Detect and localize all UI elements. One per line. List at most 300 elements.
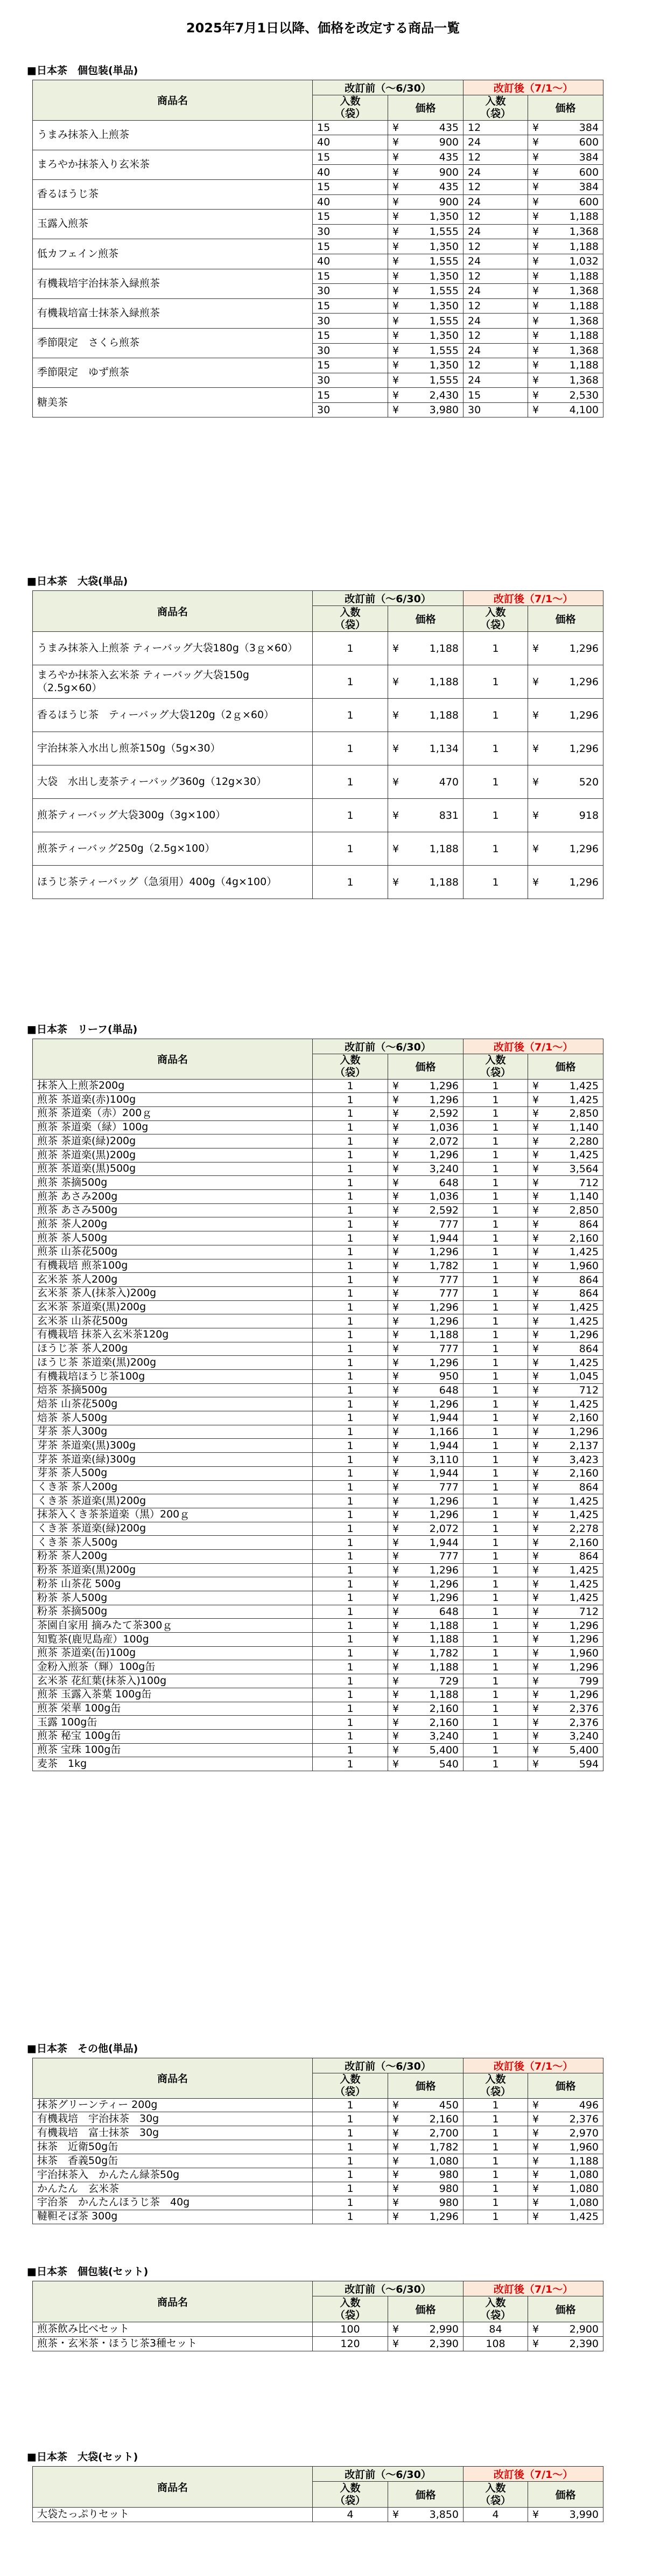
price-before-value <box>392 2155 459 2167</box>
qty-before: 1 <box>313 1688 388 1702</box>
price-before-value <box>392 1398 459 1410</box>
table-row <box>33 2210 603 2224</box>
product-name: 大袋 水出し麦茶ティーバッグ360g（12g×30） <box>33 765 313 799</box>
table-row <box>33 2182 603 2196</box>
price-before-value <box>392 1440 459 1452</box>
price-number: 1,425 <box>569 1246 599 1258</box>
price-after <box>528 732 603 765</box>
yen-sign: ¥ <box>392 1205 399 1217</box>
price-before-value <box>392 1357 459 1369</box>
table-row <box>33 120 603 135</box>
price-before <box>388 2168 464 2182</box>
table-row <box>33 1494 603 1508</box>
price-before-value <box>392 2141 459 2153</box>
price-number: 900 <box>439 196 459 208</box>
price-number: 799 <box>579 1675 599 1687</box>
yen-sign: ¥ <box>532 1689 539 1701</box>
qty-before: 1 <box>313 1466 388 1480</box>
price-number: 2,700 <box>429 2127 459 2139</box>
price-number: 1,368 <box>569 285 599 297</box>
price-before <box>388 2210 464 2224</box>
section-title: ■日本茶 大袋(単品) <box>27 575 128 587</box>
qty-before: 1 <box>313 1646 388 1660</box>
product-name: 粉茶 茶道楽(黒)200g <box>33 1563 313 1577</box>
qty-header: 入数 （袋） <box>464 2073 528 2099</box>
price-after <box>528 150 603 165</box>
yen-sign: ¥ <box>532 2155 539 2167</box>
after-header: 改訂後（7/1～） <box>464 1039 603 1054</box>
yen-sign: ¥ <box>532 2127 539 2139</box>
yen-sign: ¥ <box>532 1647 539 1660</box>
price-number: 1,425 <box>569 2211 599 2223</box>
price-after <box>528 632 603 665</box>
table-row <box>33 1646 603 1660</box>
table-row <box>33 2154 603 2168</box>
table-row <box>33 1342 603 1356</box>
price-after-value <box>532 1233 599 1244</box>
yen-sign: ¥ <box>392 2169 399 2181</box>
yen-sign: ¥ <box>532 1094 539 1106</box>
table-row <box>33 1633 603 1647</box>
price-number: 1,032 <box>569 255 599 268</box>
price-number: 1,350 <box>429 270 459 282</box>
price-number: 1,188 <box>429 876 459 888</box>
yen-sign: ¥ <box>532 121 539 134</box>
table-row <box>33 765 603 799</box>
price-number: 435 <box>439 151 459 164</box>
price-before-value <box>392 1122 459 1133</box>
qty-before: 1 <box>313 1605 388 1619</box>
qty-before: 1 <box>313 2182 388 2196</box>
price-before-value <box>392 330 459 342</box>
yen-sign: ¥ <box>392 136 399 149</box>
price-after-value <box>532 1094 599 1106</box>
price-before <box>388 1300 464 1314</box>
qty-before: 1 <box>313 1190 388 1204</box>
table-row <box>33 1425 603 1439</box>
table-row <box>33 1453 603 1467</box>
price-before <box>388 1660 464 1674</box>
price-before-value <box>392 1384 459 1396</box>
yen-sign: ¥ <box>532 2323 539 2335</box>
price-after-value <box>532 1509 599 1521</box>
yen-sign: ¥ <box>532 1246 539 1258</box>
yen-sign: ¥ <box>392 315 399 327</box>
price-number: 3,240 <box>429 1730 459 1743</box>
price-number: 1,944 <box>429 1232 459 1244</box>
yen-sign: ¥ <box>532 1550 539 1563</box>
price-before-value <box>392 1177 459 1189</box>
yen-sign: ¥ <box>392 196 399 208</box>
price-number: 1,296 <box>569 1619 599 1632</box>
qty-after: 1 <box>464 1314 528 1328</box>
price-before-value <box>392 1163 459 1175</box>
price-number: 2,160 <box>569 1536 599 1549</box>
price-after <box>528 1356 603 1370</box>
product-name: 香るほうじ茶 <box>33 179 313 209</box>
price-after-value <box>532 1578 599 1590</box>
price-number: 1,960 <box>569 1647 599 1660</box>
qty-after: 1 <box>464 1370 528 1384</box>
price-table <box>32 1039 603 1771</box>
price-number: 540 <box>439 1758 459 1770</box>
yen-sign: ¥ <box>392 1356 399 1369</box>
price-number: 1,188 <box>429 642 459 655</box>
price-number: 1,555 <box>429 374 459 386</box>
product-name: 玄米茶 茶道楽(黒)200g <box>33 1300 313 1314</box>
yen-sign: ¥ <box>392 359 399 372</box>
product-name: うまみ抹茶入上煎茶 <box>33 120 313 150</box>
table-row <box>33 1591 603 1605</box>
qty-after: 1 <box>464 732 528 765</box>
price-before <box>388 1342 464 1356</box>
yen-sign: ¥ <box>532 1744 539 1756</box>
table-row <box>33 1508 603 1522</box>
product-name: 茶園自家用 摘みたて茶300ｇ <box>33 1619 313 1633</box>
price-after <box>528 1466 603 1480</box>
qty-after: 1 <box>464 1397 528 1411</box>
price-before <box>388 402 464 417</box>
section-title: ■日本茶 リーフ(単品) <box>27 1024 138 1035</box>
price-after-value <box>532 136 599 148</box>
price-before-value <box>392 2211 459 2223</box>
price-number: 1,555 <box>429 315 459 327</box>
price-after <box>528 1314 603 1328</box>
price-number: 2,160 <box>569 1467 599 1480</box>
yen-sign: ¥ <box>392 181 399 193</box>
qty-before: 1 <box>313 1273 388 1287</box>
price-after <box>528 2154 603 2168</box>
table-row <box>33 1660 603 1674</box>
price-before-value <box>392 404 459 416</box>
price-after <box>528 1522 603 1536</box>
yen-sign: ¥ <box>532 1439 539 1452</box>
product-name: くき茶 茶道楽(黒)200g <box>33 1494 313 1508</box>
yen-sign: ¥ <box>392 1619 399 1632</box>
price-after-value <box>532 643 599 655</box>
price-number: 594 <box>579 1758 599 1770</box>
price-after <box>528 1217 603 1231</box>
price-after <box>528 1120 603 1134</box>
price-number: 2,160 <box>429 1702 459 1715</box>
yen-sign: ¥ <box>532 285 539 297</box>
qty-before: 15 <box>313 269 388 284</box>
qty-header: 入数 （袋） <box>313 2073 388 2099</box>
yen-sign: ¥ <box>392 1633 399 1646</box>
yen-sign: ¥ <box>532 1273 539 1286</box>
price-number: 1,296 <box>429 1398 459 1410</box>
price-after-value <box>532 1758 599 1770</box>
product-name: 香るほうじ茶 ティーバッグ大袋120g（2ｇ×60） <box>33 699 313 732</box>
table-row <box>33 1190 603 1204</box>
qty-after: 1 <box>464 1176 528 1190</box>
price-number: 1,188 <box>429 1661 459 1673</box>
price-number: 1,296 <box>429 1094 459 1106</box>
price-before <box>388 194 464 210</box>
price-header: 価格 <box>388 606 464 632</box>
price-number: 2,850 <box>569 1205 599 1217</box>
price-number: 1,188 <box>569 359 599 372</box>
price-after <box>528 1106 603 1120</box>
price-number: 918 <box>579 809 599 821</box>
price-after <box>528 1342 603 1356</box>
qty-before: 1 <box>313 2140 388 2154</box>
table-row <box>33 1286 603 1300</box>
price-number: 1,188 <box>569 330 599 342</box>
price-after-value <box>532 1329 599 1341</box>
table-row <box>33 2168 603 2182</box>
price-before <box>388 1577 464 1591</box>
price-header: 価格 <box>388 2296 464 2322</box>
table-row <box>33 1314 603 1328</box>
product-name: 煎茶 茶人500g <box>33 1231 313 1245</box>
section-title: ■日本茶 その他(単品) <box>27 2043 138 2055</box>
price-number: 777 <box>439 1481 459 1493</box>
yen-sign: ¥ <box>532 1412 539 1424</box>
price-after <box>528 1411 603 1425</box>
table-row <box>33 1563 603 1577</box>
price-after-value <box>532 166 599 178</box>
price-before-value <box>392 876 459 888</box>
table-row <box>33 1106 603 1120</box>
price-number: 864 <box>579 1343 599 1355</box>
price-number: 1,296 <box>429 1509 459 1521</box>
yen-sign: ¥ <box>532 776 539 788</box>
price-after <box>528 328 603 343</box>
price-before-value <box>392 810 459 821</box>
price-number: 2,900 <box>569 2323 599 2335</box>
after-header: 改訂後（7/1～） <box>464 2058 603 2073</box>
price-before-value <box>392 1717 459 1729</box>
price-after-value <box>532 1301 599 1313</box>
price-after-value <box>532 676 599 688</box>
yen-sign: ¥ <box>532 300 539 312</box>
price-before-value <box>392 1315 459 1327</box>
table-row <box>33 1757 603 1771</box>
price-number: 4,100 <box>569 404 599 416</box>
product-name: 大袋たっぷりセット <box>33 2508 313 2522</box>
yen-sign: ¥ <box>532 1398 539 1410</box>
qty-before: 1 <box>313 1425 388 1439</box>
qty-after: 1 <box>464 1591 528 1605</box>
price-number: 1,080 <box>429 2155 459 2167</box>
product-name: 煎茶ティーバッグ250g（2.5g×100） <box>33 832 313 866</box>
price-before-value <box>392 1233 459 1244</box>
product-header: 商品名 <box>33 2281 313 2322</box>
price-after <box>528 1508 603 1522</box>
product-name: 煎茶ティーバッグ大袋300g（3g×100） <box>33 799 313 832</box>
price-number: 1,188 <box>429 1633 459 1646</box>
price-before <box>388 1480 464 1494</box>
table-row <box>33 832 603 866</box>
price-before <box>388 1148 464 1162</box>
yen-sign: ¥ <box>392 255 399 268</box>
qty-before: 15 <box>313 179 388 194</box>
qty-after: 1 <box>464 1411 528 1425</box>
table-row <box>33 2126 603 2140</box>
price-before <box>388 2508 464 2522</box>
qty-after: 4 <box>464 2508 528 2522</box>
qty-after: 24 <box>464 194 528 210</box>
price-after-value <box>532 1606 599 1618</box>
price-before <box>388 165 464 180</box>
yen-sign: ¥ <box>392 1550 399 1563</box>
price-number: 1,296 <box>429 1592 459 1604</box>
qty-before: 30 <box>313 373 388 388</box>
price-header: 価格 <box>528 1054 603 1080</box>
qty-after: 24 <box>464 165 528 180</box>
price-number: 1,425 <box>569 1578 599 1590</box>
price-number: 864 <box>579 1273 599 1286</box>
price-number: 5,400 <box>429 1744 459 1756</box>
table-row <box>33 1231 603 1245</box>
yen-sign: ¥ <box>532 1384 539 1397</box>
yen-sign: ¥ <box>392 1509 399 1521</box>
price-number: 1,944 <box>429 1467 459 1480</box>
price-before <box>388 1079 464 1093</box>
qty-after: 1 <box>464 1300 528 1314</box>
price-header: 価格 <box>388 95 464 121</box>
price-before-value <box>392 1606 459 1618</box>
product-name: 煎茶 秘宝 100g缶 <box>33 1729 313 1743</box>
price-after-value <box>532 1495 599 1507</box>
product-name: 抹茶 近衛50g缶 <box>33 2140 313 2154</box>
price-after <box>528 1633 603 1647</box>
price-number: 3,564 <box>569 1163 599 1175</box>
price-number: 384 <box>579 151 599 164</box>
price-number: 648 <box>439 1606 459 1618</box>
qty-after: 84 <box>464 2322 528 2337</box>
qty-before: 1 <box>313 1508 388 1522</box>
table-row <box>33 2112 603 2126</box>
yen-sign: ¥ <box>392 809 399 821</box>
header-row <box>33 80 603 95</box>
table-row <box>33 239 603 254</box>
yen-sign: ¥ <box>532 2197 539 2209</box>
before-header: 改訂前（～6/30） <box>313 591 464 606</box>
yen-sign: ¥ <box>532 1287 539 1300</box>
price-before-value <box>392 1592 459 1604</box>
table-row <box>33 1549 603 1563</box>
yen-sign: ¥ <box>532 2141 539 2153</box>
qty-after: 1 <box>464 2182 528 2196</box>
price-before <box>388 1176 464 1190</box>
product-name: 金粉入煎茶（輝）100g缶 <box>33 1660 313 1674</box>
price-after-value <box>532 2155 599 2167</box>
qty-before: 15 <box>313 298 388 314</box>
qty-after: 1 <box>464 632 528 665</box>
qty-after: 1 <box>464 1757 528 1771</box>
yen-sign: ¥ <box>532 315 539 327</box>
price-before <box>388 1245 464 1259</box>
table-row <box>33 1134 603 1148</box>
price-before <box>388 1729 464 1743</box>
price-before-value <box>392 1301 459 1313</box>
qty-after: 12 <box>464 358 528 373</box>
price-number: 1,425 <box>569 1356 599 1369</box>
price-after <box>528 1397 603 1411</box>
qty-before: 1 <box>313 1591 388 1605</box>
price-after <box>528 254 603 269</box>
price-before <box>388 1106 464 1120</box>
price-after-value <box>532 1717 599 1729</box>
table-row <box>33 328 603 343</box>
price-before-value <box>392 1647 459 1659</box>
price-before-value <box>392 2323 459 2335</box>
yen-sign: ¥ <box>532 270 539 282</box>
price-after-value <box>532 1647 599 1659</box>
yen-sign: ¥ <box>532 709 539 721</box>
yen-sign: ¥ <box>392 1689 399 1701</box>
price-number: 1,296 <box>429 1080 459 1092</box>
yen-sign: ¥ <box>392 1246 399 1258</box>
product-name: 煎茶 茶人200g <box>33 1217 313 1231</box>
yen-sign: ¥ <box>532 1108 539 1120</box>
yen-sign: ¥ <box>532 181 539 193</box>
price-before-value <box>392 1108 459 1119</box>
qty-after: 1 <box>464 1549 528 1563</box>
table-row <box>33 2098 603 2112</box>
price-number: 2,376 <box>569 1716 599 1729</box>
qty-before: 1 <box>313 1162 388 1176</box>
price-after-value <box>532 1205 599 1216</box>
table-row <box>33 298 603 314</box>
qty-header: 入数 （袋） <box>313 95 388 121</box>
qty-after: 1 <box>464 699 528 732</box>
price-before <box>388 1605 464 1619</box>
price-number: 1,080 <box>569 2169 599 2181</box>
price-number: 900 <box>439 166 459 178</box>
price-after-value <box>532 1108 599 1119</box>
yen-sign: ¥ <box>392 389 399 401</box>
qty-before: 40 <box>313 254 388 269</box>
yen-sign: ¥ <box>532 1675 539 1687</box>
price-before-value <box>392 2099 459 2111</box>
price-before-value <box>392 709 459 721</box>
price-number: 1,188 <box>569 2155 599 2167</box>
product-name: 粉茶 茶人200g <box>33 1549 313 1563</box>
table-row <box>33 866 603 899</box>
product-name: 煎茶 茶道楽(缶)100g <box>33 1646 313 1660</box>
price-after-value <box>532 404 599 416</box>
price-number: 1,188 <box>429 1619 459 1632</box>
product-name: まろやか抹茶入り玄米茶 <box>33 150 313 179</box>
product-name: 煎茶 山茶花500g <box>33 1245 313 1259</box>
qty-after: 1 <box>464 1245 528 1259</box>
price-before <box>388 1383 464 1397</box>
qty-before: 1 <box>313 2196 388 2210</box>
price-after <box>528 1757 603 1771</box>
price-after-value <box>532 1440 599 1452</box>
table-row <box>33 388 603 403</box>
price-before-value <box>392 300 459 312</box>
product-name: 芽茶 茶道楽(緑)300g <box>33 1453 313 1467</box>
price-before-value <box>392 1287 459 1299</box>
price-number: 2,072 <box>429 1522 459 1535</box>
qty-before: 1 <box>313 665 388 699</box>
price-before-value <box>392 1633 459 1645</box>
yen-sign: ¥ <box>532 1536 539 1549</box>
product-name: 季節限定 さくら煎茶 <box>33 328 313 358</box>
price-after <box>528 388 603 403</box>
price-after-value <box>532 1523 599 1535</box>
yen-sign: ¥ <box>392 1578 399 1590</box>
price-before <box>388 120 464 135</box>
yen-sign: ¥ <box>532 1149 539 1161</box>
yen-sign: ¥ <box>532 1190 539 1203</box>
qty-after: 1 <box>464 1494 528 1508</box>
price-before <box>388 2337 464 2351</box>
